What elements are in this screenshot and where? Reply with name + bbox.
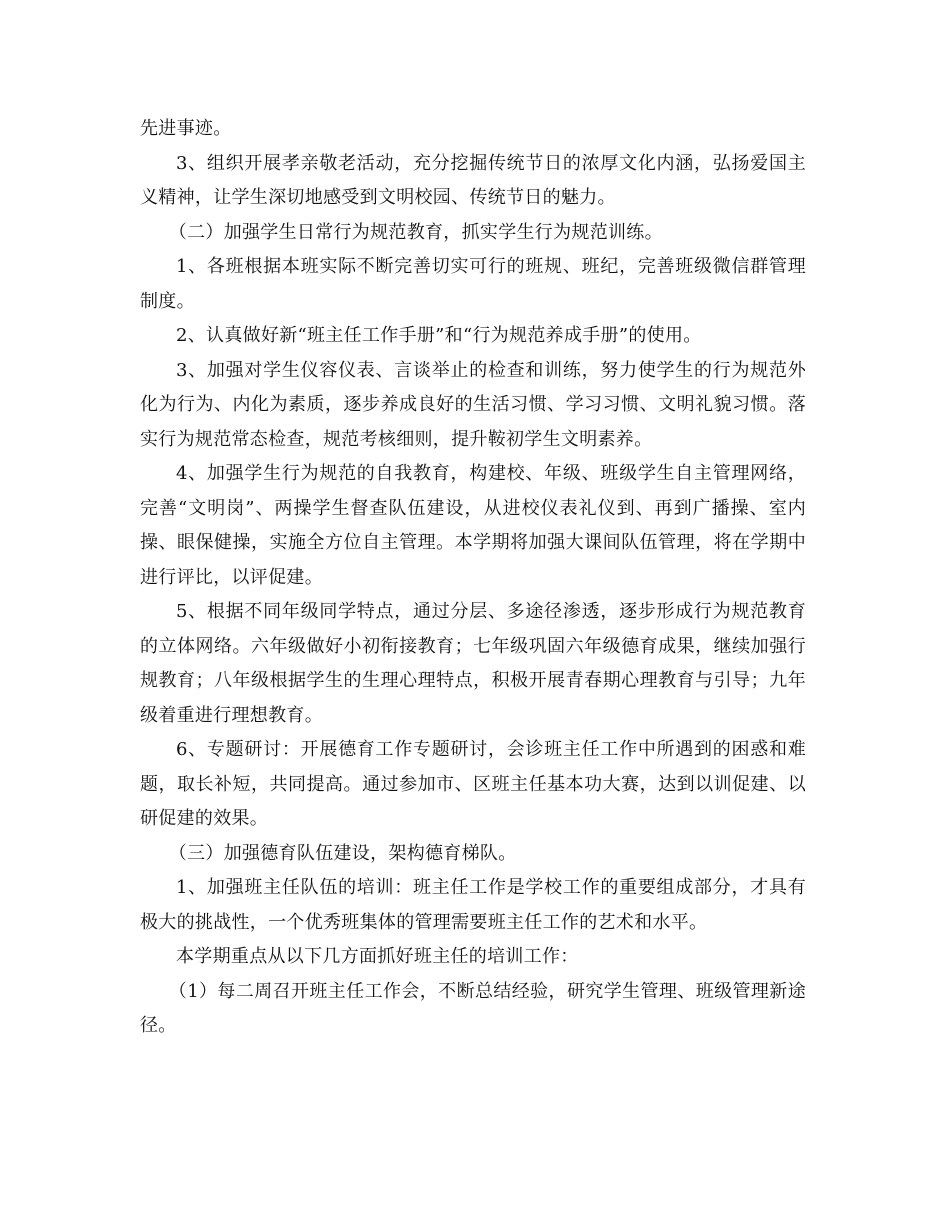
- paragraph: （1）每二周召开班主任工作会，不断总结经验，研究学生管理、班级管理新途径。: [140, 980, 806, 1036]
- section-heading: （二）加强学生日常行为规范教育，抓实学生行为规范训练。: [168, 221, 663, 243]
- paragraph: 3、加强对学生仪容仪表、言谈举止的检查和训练，努力使学生的行为规范外化为行为、内化为素质，逐步养成良好的生活习惯、学习习惯、文明礼貌习惯。落实行为规范常态检查，规范考核细则，提升鞍初学生文明素养。: [140, 359, 806, 450]
- paragraph: 6、专题研讨：开展德育工作专题研讨，会诊班主任工作中所遇到的困惑和难题，取长补短，共同提高。通过参加市、区班主任基本功大赛，达到以训促建、以研促建的效果。: [140, 739, 806, 829]
- section-heading: （三）加强德育队伍建设，架构德育梯队。: [168, 842, 517, 864]
- paragraph: 1、各班根据本班实际不断完善切实可行的班规、班纪，完善班级微信群管理制度。: [140, 256, 806, 312]
- paragraph: 5、根据不同年级同学特点，通过分层、多途径渗透，逐步形成行为规范教育的立体网络。六年级做好小初衔接教育；七年级巩固六年级德育成果，继续加强行规教育；八年级根据学生的生理心理特点，积极开展青春期心理教育与引导；九年级着重进行理想教育。: [140, 601, 806, 726]
- paragraph: 先进事迹。: [140, 118, 232, 139]
- document-body: [140, 112, 806, 1044]
- paragraph: 1、加强班主任队伍的培训：班主任工作是学校工作的重要组成部分，才具有极大的挑战性，一个优秀班集体的管理需要班主任工作的艺术和水平。: [140, 877, 806, 933]
- paragraph: 4、加强学生行为规范的自我教育，构建校、年级、班级学生自主管理网络，完善“文明岗”、两操学生督查队伍建设，从进校仪表礼仪到、再到广播操、室内操、眼保健操，实施全方位自主管理。本学期将加强大课间队伍管理，将在学期中进行评比，以评促建。: [140, 463, 806, 588]
- paragraph: 2、认真做好新“班主任工作手册”和“行为规范养成手册”的使用。: [176, 325, 702, 346]
- paragraph: 本学期重点从以下几方面抓好班主任的培训工作：: [176, 946, 579, 967]
- paragraph: 3、组织开展孝亲敬老活动，充分挖掘传统节日的浓厚文化内涵，弘扬爱国主义精神，让学生深切地感受到文明校园、传统节日的魅力。: [140, 152, 806, 208]
